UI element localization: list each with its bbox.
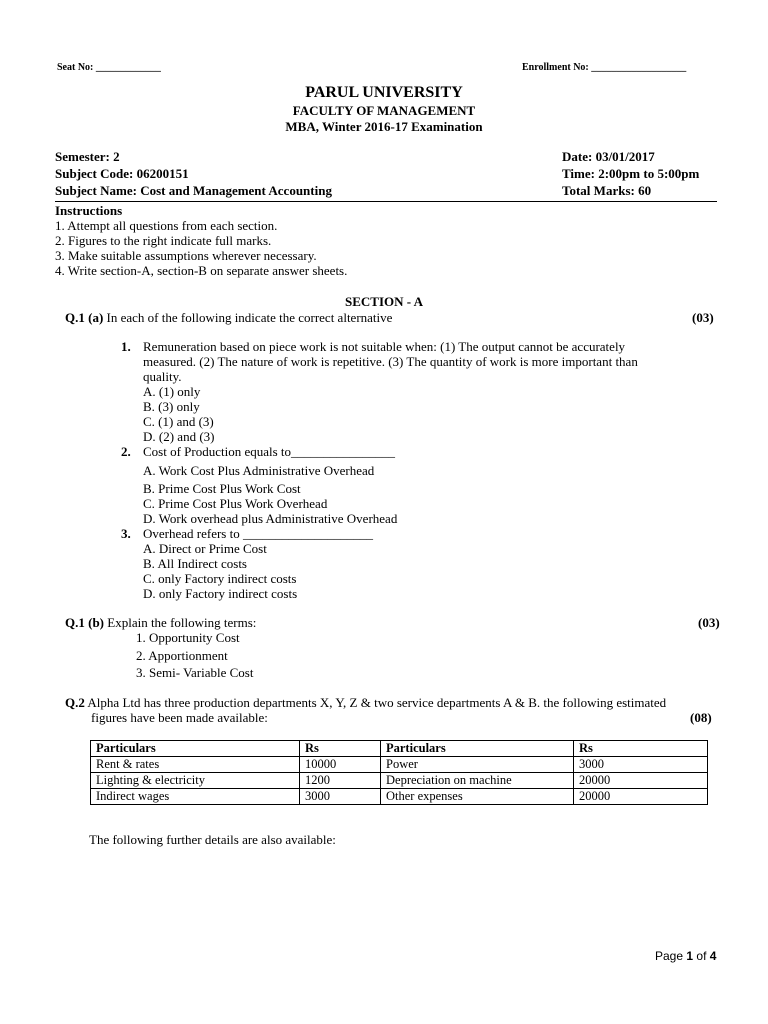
table-cell: Power (381, 757, 574, 773)
instruction-item: 3. Make suitable assumptions wherever necessary. (55, 248, 317, 263)
mcq-text-line: measured. (2) The nature of work is repetitive. (3) The quantity of work is more important than (143, 354, 638, 369)
q1a-marks: (03) (692, 310, 714, 325)
term-item: 3. Semi- Variable Cost (136, 665, 254, 680)
table-cell: 3000 (574, 757, 708, 773)
mcq-number: 2. (121, 444, 131, 459)
page-word: Page (655, 949, 684, 963)
mcq-option: B. (3) only (143, 399, 200, 414)
table-cell: 3000 (300, 789, 381, 805)
mcq-text-line: Overhead refers to ____________________ (143, 526, 373, 541)
mcq-number: 3. (121, 526, 131, 541)
table-header-row (91, 741, 708, 757)
header-divider (55, 201, 717, 202)
q1b-label: Q.1 (65, 615, 85, 630)
table-row (91, 757, 708, 773)
table-cell: 20000 (574, 789, 708, 805)
instructions-title: Instructions (55, 203, 123, 218)
table-header: Particulars (381, 741, 574, 757)
table-cell: Other expenses (381, 789, 574, 805)
mcq-option: D. only Factory indirect costs (143, 586, 298, 601)
table-cell: 20000 (574, 773, 708, 789)
of-word: of (696, 949, 707, 963)
total-marks: Total Marks: 60 (562, 183, 652, 198)
mcq-option: A. (1) only (143, 384, 201, 399)
mcq-text-line: Remuneration based on piece work is not suitable when: (1) The output cannot be accurately (143, 339, 626, 354)
mcq-number: 1. (121, 339, 131, 354)
mcq-option: A. Work Cost Plus Administrative Overhead (143, 463, 375, 478)
table-row (91, 773, 708, 789)
q1a-label: Q.1 (65, 310, 85, 325)
mcq-option: A. Direct or Prime Cost (143, 541, 267, 556)
mcq-option: C. (1) and (3) (143, 414, 214, 429)
subject-name: Subject Name: Cost and Management Accounting (55, 183, 332, 198)
further-details-text: The following further details are also available: (89, 832, 336, 847)
mcq-option: B. Prime Cost Plus Work Cost (143, 481, 301, 496)
exam-title: MBA, Winter 2016-17 Examination (285, 119, 483, 134)
table-cell: Lighting & electricity (91, 773, 300, 789)
table-cell: 10000 (300, 757, 381, 773)
table-cell: Depreciation on machine (381, 773, 574, 789)
table-cell: 1200 (300, 773, 381, 789)
seat-no-field: Seat No: _____________ (57, 62, 161, 73)
table-header: Particulars (91, 741, 300, 757)
q2-line-2: figures have been made available: (91, 710, 268, 725)
mcq-option: B. All Indirect costs (143, 556, 247, 571)
q2-marks: (08) (690, 710, 712, 725)
q2-text: Alpha Ltd has three production departments X, Y, Z & two service departments A & B. the following estimated (87, 695, 667, 710)
mcq-option: D. (2) and (3) (143, 429, 215, 444)
q1b-heading (65, 615, 256, 630)
semester: Semester: 2 (55, 149, 120, 164)
section-a-title: SECTION - A (344, 294, 424, 309)
cost-table (90, 740, 708, 805)
term-item: 2. Apportionment (136, 648, 228, 663)
table-header: Rs (574, 741, 708, 757)
table-row (91, 789, 708, 805)
instruction-item: 4. Write section-A, section-B on separate answer sheets. (55, 263, 348, 278)
total-pages: 4 (709, 949, 717, 963)
instruction-item: 2. Figures to the right indicate full marks. (55, 233, 272, 248)
table-header: Rs (300, 741, 381, 757)
enrollment-no-field: Enrollment No: ___________________ (522, 62, 687, 73)
table-cell: Rent & rates (91, 757, 300, 773)
q2-label: Q.2 (65, 695, 85, 710)
university-name: PARUL UNIVERSITY (305, 84, 463, 101)
q1a-text: In each of the following indicate the correct alternative (106, 310, 393, 325)
page-number (655, 949, 716, 963)
q1b-text: Explain the following terms: (107, 615, 257, 630)
mcq-option: C. Prime Cost Plus Work Overhead (143, 496, 328, 511)
q1b-sub: (b) (88, 615, 105, 630)
current-page: 1 (686, 949, 694, 963)
mcq-text-line: Cost of Production equals to________________ (143, 444, 396, 459)
q1a-sub: (a) (88, 310, 104, 325)
faculty-name: FACULTY OF MANAGEMENT (292, 103, 476, 118)
q1a-heading (65, 310, 392, 325)
mcq-option: C. only Factory indirect costs (143, 571, 297, 586)
exam-time: Time: 2:00pm to 5:00pm (562, 166, 700, 181)
instruction-item: 1. Attempt all questions from each section. (55, 218, 278, 233)
exam-date: Date: 03/01/2017 (562, 149, 655, 164)
table-cell: Indirect wages (91, 789, 300, 805)
mcq-option: D. Work overhead plus Administrative Overhead (143, 511, 398, 526)
q1b-marks: (03) (698, 615, 720, 630)
term-item: 1. Opportunity Cost (136, 630, 240, 645)
mcq-text-line: quality. (143, 369, 182, 384)
q2-line-1 (65, 695, 666, 710)
subject-code: Subject Code: 06200151 (55, 166, 189, 181)
